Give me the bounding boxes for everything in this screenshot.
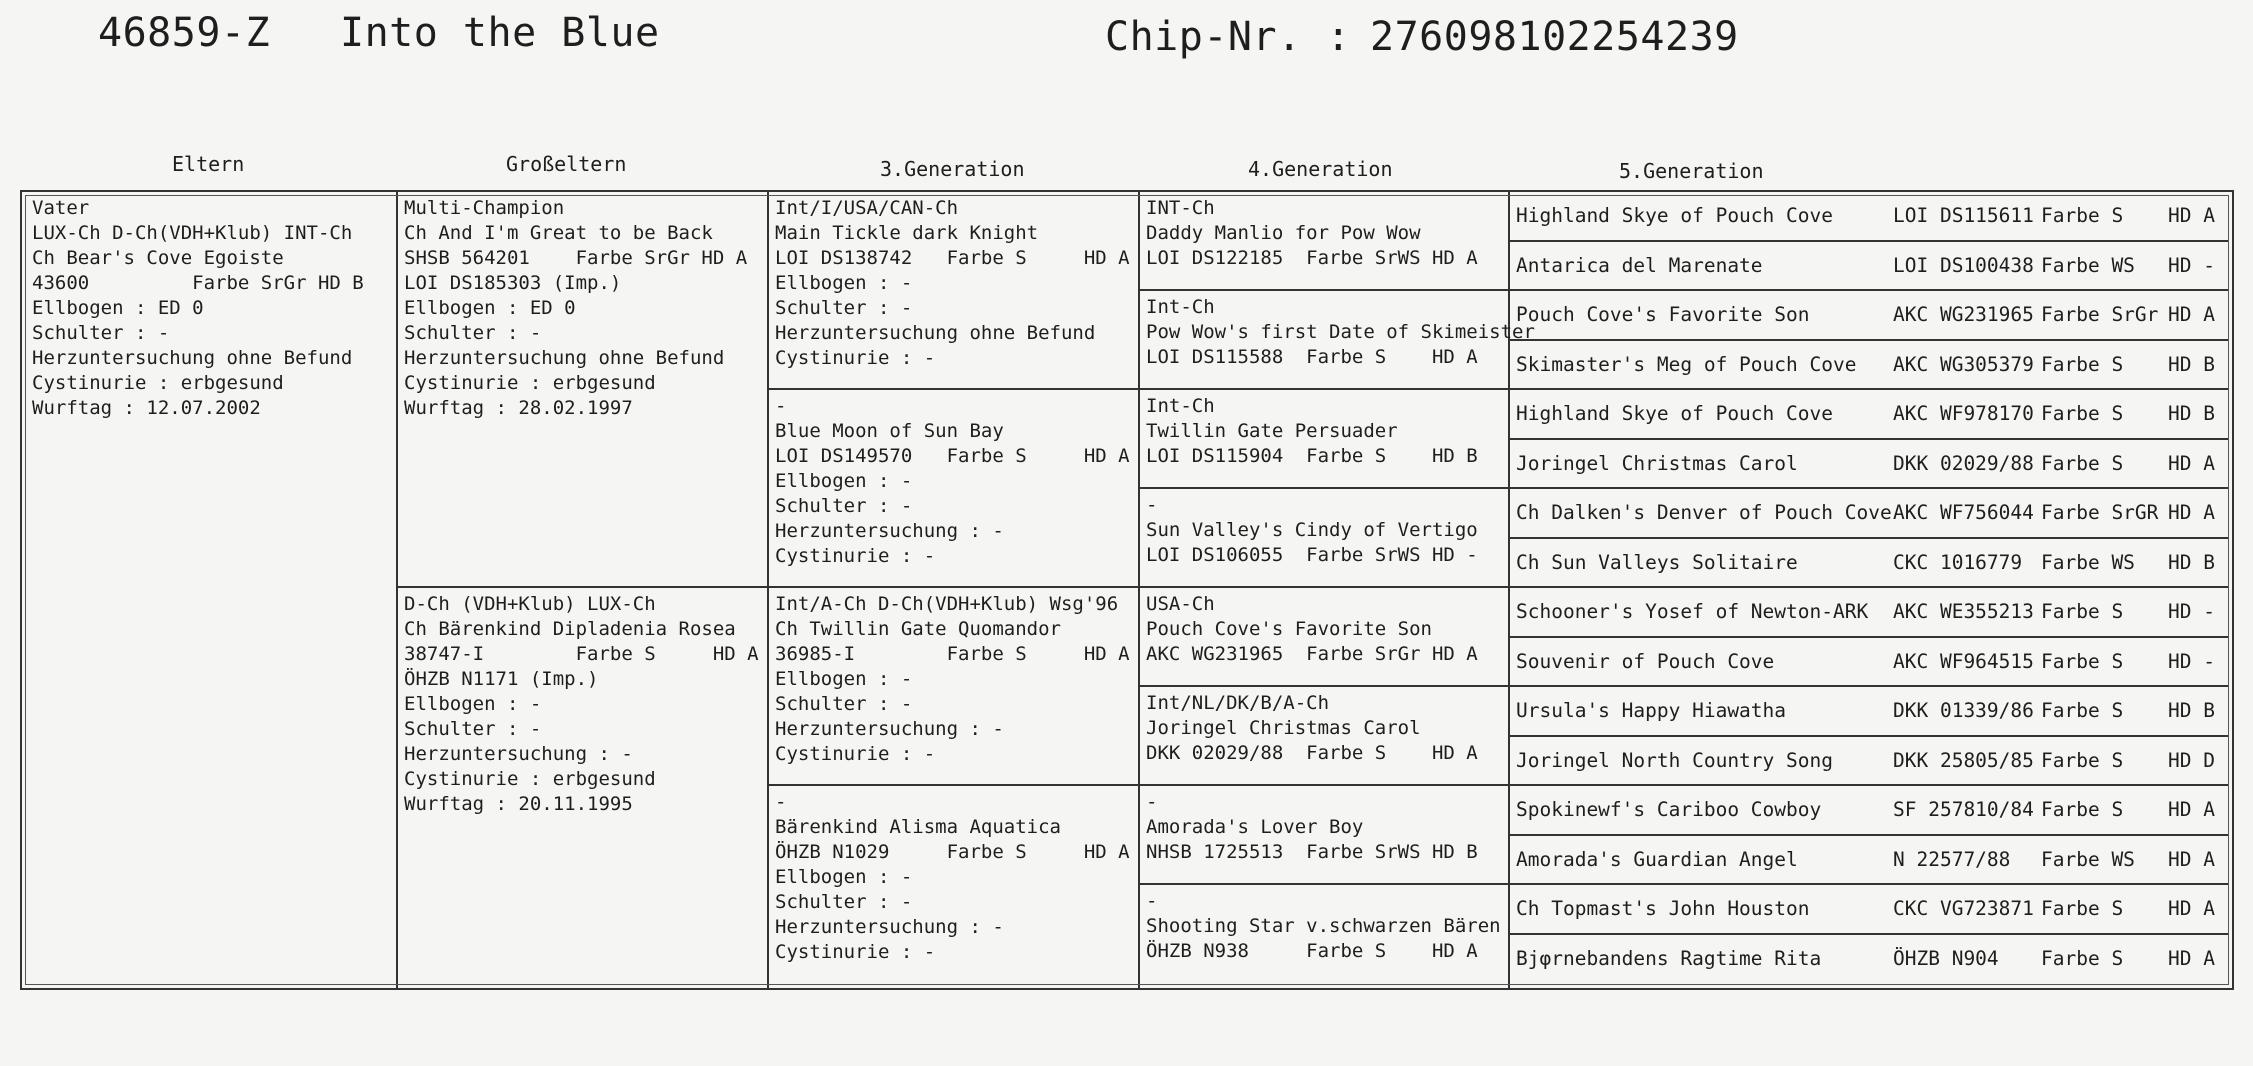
entry-line: Ellbogen : ED 0 <box>32 297 204 319</box>
hd-rating: HD B <box>2168 352 2215 376</box>
entry-line: LOI DS106055 Farbe SrWS HD - <box>1146 544 1478 566</box>
registration: AKC WF756044 <box>1893 501 2034 524</box>
entry-line: Daddy Manlio for Pow Wow <box>1146 222 1421 244</box>
entry-line: Cystinurie : erbgesund <box>32 372 284 394</box>
dog-name: Bjφrnebandens Ragtime Rita <box>1516 946 1822 970</box>
entry-line: Cystinurie : erbgesund <box>404 768 656 790</box>
entry-line: LOI DS122185 Farbe SrWS HD A <box>1146 247 1478 269</box>
column-gen5 <box>1510 192 2228 988</box>
gen5-entry <box>1510 588 2228 638</box>
color: Farbe S <box>2041 600 2124 623</box>
dog-name: Souvenir of Pouch Cove <box>1516 649 1775 673</box>
entry-line: Wurftag : 12.07.2002 <box>32 397 261 419</box>
gen4-entry <box>1140 192 1508 291</box>
entry-line: Schulter : - <box>404 718 542 740</box>
dog-name: Joringel Christmas Carol <box>1516 451 1798 475</box>
column-grosseltern <box>398 192 769 988</box>
entry-line: SHSB 564201 Farbe SrGr HD A <box>404 247 748 269</box>
entry-line: LOI DS185303 (Imp.) <box>404 272 622 294</box>
entry-line: LOI DS138742 Farbe S HD A <box>775 247 1130 269</box>
column-header-grosseltern: Großeltern <box>506 152 627 176</box>
entry-line: Ch Bärenkind Dipladenia Rosea <box>404 618 736 640</box>
hd-rating: HD A <box>2168 204 2215 227</box>
entry-line: Wurftag : 20.11.1995 <box>404 793 633 815</box>
gen5-entry <box>1510 836 2228 886</box>
gen5-entry <box>1510 885 2228 935</box>
entry-line: Ellbogen : - <box>775 668 913 690</box>
registration: LOI DS115611 <box>1893 204 2034 227</box>
entry-line: Shooting Star v.schwarzen Bären <box>1146 915 1501 937</box>
gen3-entry <box>769 390 1138 588</box>
entry-line: - <box>1146 494 1158 516</box>
gen3-entry <box>769 588 1138 786</box>
gen3-entry <box>769 786 1138 984</box>
hd-rating: HD A <box>2168 946 2215 970</box>
entry-line: USA-Ch <box>1146 593 1215 615</box>
entry-line: Int-Ch <box>1146 296 1215 318</box>
grandparent-entry <box>398 192 767 588</box>
gen3-entry <box>769 192 1138 390</box>
gen4-entry <box>1140 489 1508 588</box>
registration: N 22577/88 <box>1893 847 2011 871</box>
entry-line: ÖHZB N1171 (Imp.) <box>404 668 599 690</box>
entry-line: Wurftag : 28.02.1997 <box>404 397 633 419</box>
registration: AKC WG231965 <box>1893 303 2034 326</box>
entry-line: DKK 02029/88 Farbe S HD A <box>1146 742 1478 764</box>
hd-rating: HD A <box>2168 303 2215 326</box>
registration: LOI DS100438 <box>1893 253 2034 277</box>
entry-line: LOI DS115904 Farbe S HD B <box>1146 445 1478 467</box>
registration-number: 46859-Z <box>98 10 271 56</box>
column-gen3 <box>769 192 1140 988</box>
entry-line: Ellbogen : - <box>404 693 542 715</box>
hd-rating: HD B <box>2168 402 2215 425</box>
column-header-gen4: 4.Generation <box>1248 157 1393 181</box>
gen5-entry <box>1510 687 2228 737</box>
entry-line: Herzuntersuchung : - <box>775 520 1004 542</box>
column-gen4 <box>1140 192 1535 988</box>
gen5-entry <box>1510 935 2228 985</box>
hd-rating: HD A <box>2168 501 2215 524</box>
registration: DKK 01339/86 <box>1893 699 2034 722</box>
registration: ÖHZB N904 <box>1893 946 1999 970</box>
entry-line: Ch Bear's Cove Egoiste <box>32 247 284 269</box>
entry-line: Multi-Champion <box>404 197 565 219</box>
color: Farbe WS <box>2041 253 2135 277</box>
entry-line: Schulter : - <box>404 322 542 344</box>
hd-rating: HD - <box>2168 649 2215 673</box>
gen5-entry <box>1510 638 2228 688</box>
color: Farbe S <box>2041 699 2124 722</box>
grandparent-entry <box>398 588 767 984</box>
entry-line: INT-Ch <box>1146 197 1215 219</box>
entry-line: Main Tickle dark Knight <box>775 222 1039 244</box>
color: Farbe SrGR <box>2041 501 2159 524</box>
dog-name: Ch Topmast's John Houston <box>1516 897 1810 920</box>
entry-line: Cystinurie : - <box>775 347 936 369</box>
gen5-entry <box>1510 786 2228 836</box>
entry-line: Bärenkind Alisma Aquatica <box>775 816 1061 838</box>
gen5-entry <box>1510 737 2228 787</box>
dog-name: Antarica del Marenate <box>1516 253 1763 277</box>
color: Farbe S <box>2041 451 2124 475</box>
dog-name: Ch Sun Valleys Solitaire <box>1516 550 1798 574</box>
entry-line: Vater <box>32 197 90 219</box>
registration: SF 257810/84 <box>1893 798 2034 821</box>
gen4-entry <box>1140 588 1508 687</box>
entry-line: Schulter : - <box>775 297 913 319</box>
entry-line: Int/A-Ch D-Ch(VDH+Klub) Wsg'96 <box>775 593 1119 615</box>
entry-line: Schulter : - <box>775 891 913 913</box>
dog-name: Into the Blue <box>340 10 660 56</box>
color: Farbe S <box>2041 352 2124 376</box>
gen5-entry <box>1510 341 2228 391</box>
hd-rating: HD A <box>2168 847 2215 871</box>
parent-entry <box>26 192 396 984</box>
entry-line: Twillin Gate Persuader <box>1146 420 1398 442</box>
color: Farbe S <box>2041 798 2124 821</box>
registration: CKC 1016779 <box>1893 550 2023 574</box>
dog-name: Highland Skye of Pouch Cove <box>1516 204 1833 227</box>
gen4-entry <box>1140 885 1508 984</box>
dog-name: Ursula's Happy Hiawatha <box>1516 699 1787 722</box>
hd-rating: HD D <box>2168 748 2215 772</box>
entry-line: Herzuntersuchung : - <box>775 916 1004 938</box>
column-header-eltern: Eltern <box>172 152 245 176</box>
hd-rating: HD A <box>2168 798 2215 821</box>
entry-line: Herzuntersuchung ohne Befund <box>32 347 353 369</box>
entry-line: LOI DS149570 Farbe S HD A <box>775 445 1130 467</box>
dog-name: Ch Dalken's Denver of Pouch Cove <box>1516 501 1892 524</box>
entry-line: - <box>775 791 787 813</box>
registration: AKC WF964515 <box>1893 649 2034 673</box>
entry-line: AKC WG231965 Farbe SrGr HD A <box>1146 643 1478 665</box>
entry-line: - <box>1146 890 1158 912</box>
gen5-entry <box>1510 192 2228 242</box>
registration: DKK 25805/85 <box>1893 748 2034 772</box>
hd-rating: HD A <box>2168 451 2215 475</box>
chip-number: 276098102254239 <box>1370 14 1739 60</box>
color: Farbe S <box>2041 402 2124 425</box>
entry-line: Int/NL/DK/B/A-Ch <box>1146 692 1330 714</box>
hd-rating: HD B <box>2168 699 2215 722</box>
registration: DKK 02029/88 <box>1893 451 2034 475</box>
dog-name: Skimaster's Meg of Pouch Cove <box>1516 352 1857 376</box>
entry-line: Ellbogen : - <box>775 866 913 888</box>
entry-line: Ellbogen : ED 0 <box>404 297 576 319</box>
dog-name: Schooner's Yosef of Newton-ARK <box>1516 600 1869 623</box>
entry-line: Int-Ch <box>1146 395 1215 417</box>
gen4-entry <box>1140 291 1535 390</box>
entry-line: NHSB 1725513 Farbe SrWS HD B <box>1146 841 1478 863</box>
entry-line: Cystinurie : erbgesund <box>404 372 656 394</box>
entry-line: Schulter : - <box>775 495 913 517</box>
entry-line: Herzuntersuchung ohne Befund <box>404 347 725 369</box>
entry-line: Herzuntersuchung ohne Befund <box>775 322 1096 344</box>
entry-line: Blue Moon of Sun Bay <box>775 420 1004 442</box>
hd-rating: HD - <box>2168 253 2215 277</box>
column-header-gen5: 5.Generation <box>1619 159 1764 183</box>
dog-name: Joringel North Country Song <box>1516 748 1833 772</box>
entry-line: - <box>775 395 787 417</box>
dog-name: Spokinewf's Cariboo Cowboy <box>1516 798 1822 821</box>
color: Farbe WS <box>2041 847 2135 871</box>
gen5-entry <box>1510 390 2228 440</box>
entry-line: - <box>1146 791 1158 813</box>
entry-line: 43600 Farbe SrGr HD B <box>32 272 364 294</box>
entry-line: Cystinurie : - <box>775 743 936 765</box>
registration: AKC WG305379 <box>1893 352 2034 376</box>
entry-line: Schulter : - <box>775 693 913 715</box>
entry-line: Pow Wow's first Date of Skimeister <box>1146 321 1535 343</box>
color: Farbe S <box>2041 748 2124 772</box>
gen5-entry <box>1510 539 2228 589</box>
entry-line: Amorada's Lover Boy <box>1146 816 1364 838</box>
entry-line: Ch And I'm Great to be Back <box>404 222 713 244</box>
gen4-entry <box>1140 786 1508 885</box>
entry-line: ÖHZB N938 Farbe S HD A <box>1146 940 1478 962</box>
color: Farbe S <box>2041 649 2124 673</box>
gen5-entry <box>1510 242 2228 292</box>
pedigree-table <box>20 190 2234 990</box>
color: Farbe SrGr <box>2041 303 2159 326</box>
registration: CKC VG723871 <box>1893 897 2034 920</box>
entry-line: Cystinurie : - <box>775 545 936 567</box>
entry-line: 36985-I Farbe S HD A <box>775 643 1130 665</box>
registration: AKC WE355213 <box>1893 600 2034 623</box>
entry-line: LOI DS115588 Farbe S HD A <box>1146 346 1478 368</box>
entry-line: LUX-Ch D-Ch(VDH+Klub) INT-Ch <box>32 222 353 244</box>
gen4-entry <box>1140 687 1508 786</box>
column-eltern <box>26 192 398 988</box>
entry-line: Ellbogen : - <box>775 470 913 492</box>
color: Farbe S <box>2041 897 2124 920</box>
entry-line: Sun Valley's Cindy of Vertigo <box>1146 519 1478 541</box>
hd-rating: HD - <box>2168 600 2215 623</box>
entry-line: Herzuntersuchung : - <box>775 718 1004 740</box>
dog-name: Pouch Cove's Favorite Son <box>1516 303 1810 326</box>
entry-line: Ch Twillin Gate Quomandor <box>775 618 1061 640</box>
entry-line: Schulter : - <box>32 322 170 344</box>
entry-line: Pouch Cove's Favorite Son <box>1146 618 1432 640</box>
color: Farbe WS <box>2041 550 2135 574</box>
column-header-gen3: 3.Generation <box>880 157 1025 181</box>
hd-rating: HD A <box>2168 897 2215 920</box>
gen5-entry <box>1510 440 2228 490</box>
entry-line: Herzuntersuchung : - <box>404 743 633 765</box>
gen4-entry <box>1140 390 1508 489</box>
hd-rating: HD B <box>2168 550 2215 574</box>
gen5-entry <box>1510 291 2228 341</box>
entry-line: D-Ch (VDH+Klub) LUX-Ch <box>404 593 656 615</box>
gen5-entry <box>1510 489 2228 539</box>
dog-name: Highland Skye of Pouch Cove <box>1516 402 1833 425</box>
color: Farbe S <box>2041 946 2124 970</box>
entry-line: Int/I/USA/CAN-Ch <box>775 197 959 219</box>
entry-line: Ellbogen : - <box>775 272 913 294</box>
entry-line: ÖHZB N1029 Farbe S HD A <box>775 841 1130 863</box>
chip-label: Chip-Nr. : <box>1105 14 1351 60</box>
dog-name: Amorada's Guardian Angel <box>1516 847 1798 871</box>
color: Farbe S <box>2041 204 2124 227</box>
entry-line: 38747-I Farbe S HD A <box>404 643 759 665</box>
entry-line: Cystinurie : - <box>775 941 936 963</box>
registration: AKC WF978170 <box>1893 402 2034 425</box>
entry-line: Joringel Christmas Carol <box>1146 717 1421 739</box>
